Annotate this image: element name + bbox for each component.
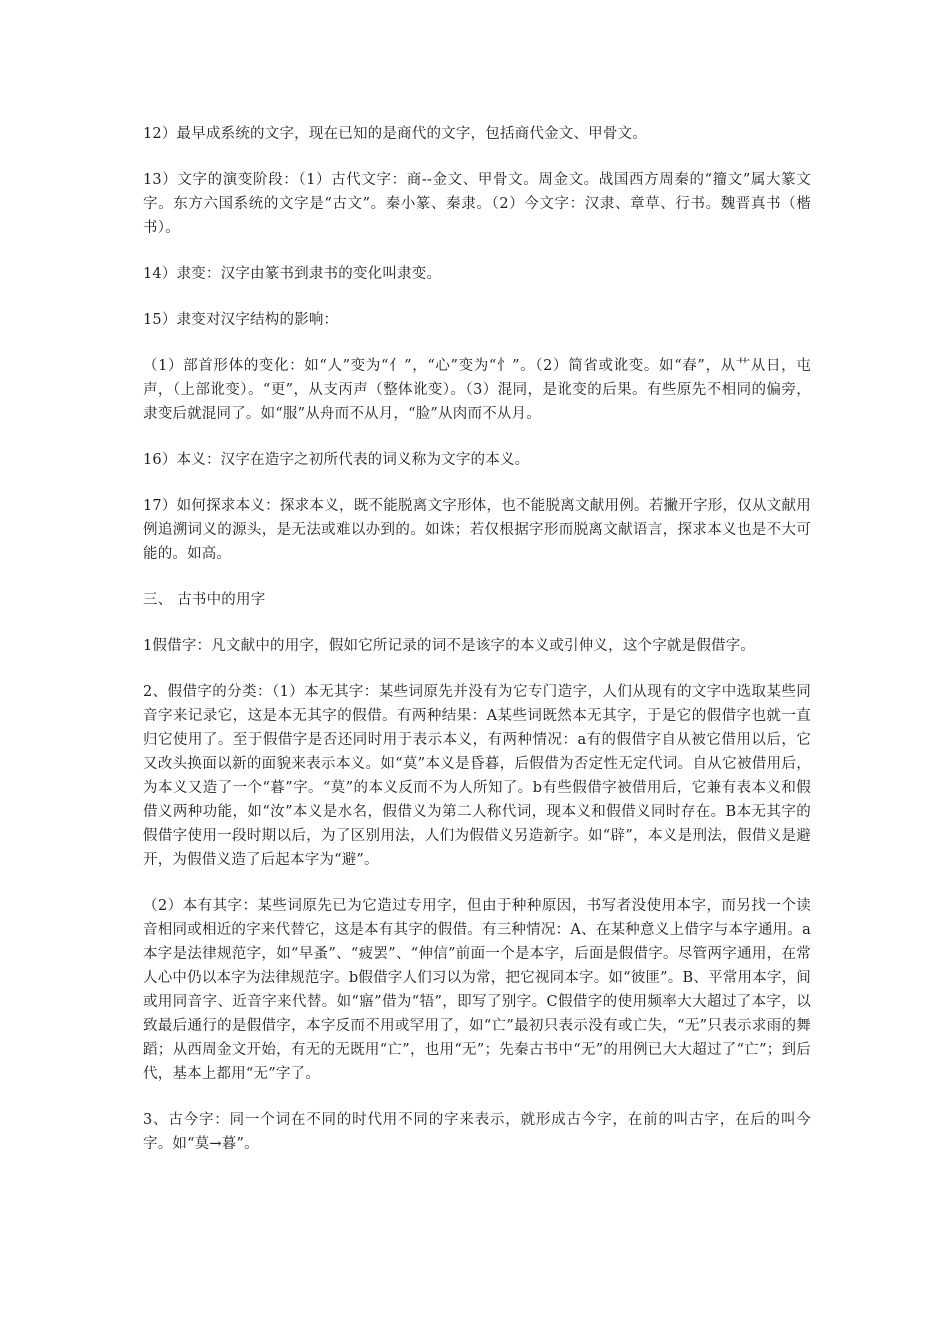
paragraph-2-loan-classification: 2、假借字的分类：（1）本无其字：某些词原先并没有为它专门造字，人们从现有的文字中选取某些同音字来记录它，这是本无其字的假借。有两种结果：A某些词既然本无其字，于是它的假借字也就一直归它使用了。至于假借字是否还同时用于表示本义，有两种情况：a有的假借字自从被它借用以后，它又改头换面以新的面貌来表示本义。如“莫”本义是昏暮，后假借为否定性无定代词。自从它被借用后，为本义又造了一个“暮”字。“莫”的本义反而不为人所知了。b有些假借字被借用后，它兼有表本义和假借义两种功能，如“汝”本义是水名，假借义为第二人称代词，现本义和假借义同时存在。B本无其字的假借字使用一段时期以后，为了区别用法，人们为假借义另造新字。如“辟”，本义是刑法，假借义是避开，为假借义造了后起本字为“避”。 [143,684,811,868]
section-heading-ancient-usage: 三、 古书中的用字 [143,592,266,608]
paragraph-2-existing-character: （2）本有其字：某些词原先已为它造过专用字，但由于种种原因，书写者没使用本字，而另找一个读音相同或相近的字来代替它，这是本有其字的假借。有三种情况：A、在某种意义上借字与本字通用。a本字是法律规范字，如“早蚤”、“疲罢”、“伸信”前面一个是本字，后面是假借字。尽管两字通用，在常人心中仍以本字为法律规范字。b假借字人们习以为常，把它视同本字。如“彼匪”。B、平常用本字，间或用同音字、近音字来代替。如“寤”借为“牾”，即写了别字。C假借字的使用频率大大超过了本字，以致最后通行的是假借字，本字反而不用或罕用了，如“亡”最初只表示没有或亡失，“无”只表示求雨的舞蹈；从西周金文开始，有无的无既用“亡”，也用“无”；先秦古书中“无”的用例已大大超过了“亡”；到后代，基本上都用“无”字了。 [143,898,811,1082]
paragraph-17-seeking-original-meaning: 17）如何探求本义：探求本义，既不能脱离文字形体，也不能脱离文献用例。若撇开字形，仅从文献用例追溯词义的源头，是无法或难以办到的。如诛；若仅根据字形而脱离文献语言，探求本义也是不大可能的。如高。 [143,498,811,562]
document-body [143,122,811,1178]
paragraph-1-loan-characters: 1假借字：凡文献中的用字，假如它所记录的词不是该字的本义或引伸义，这个字就是假借字。 [143,638,756,654]
paragraph-12-earliest-script: 12）最早成系统的文字，现在已知的是商代的文字，包括商代金文、甲骨文。 [143,126,647,142]
paragraph-14-libian: 14）隶变：汉字由篆书到隶书的变化叫隶变。 [143,266,442,282]
paragraph-13-evolution-stages: 13）文字的演变阶段：（1）古代文字：商--金文、甲骨文。周金文。战国西方周秦的“籀文”属大篆文字。东方六国系统的文字是“古文”。秦小篆、秦隶。（2）今文字：汉隶、章草、行书。魏晋真书（楷书）。 [143,172,811,236]
paragraph-15-libian-impact: 15）隶变对汉字结构的影响： [143,312,339,328]
paragraph-3-ancient-modern-characters: 3、古今字：同一个词在不同的时代用不同的字来表示，就形成古今字，在前的叫古字，在后的叫今字。如“莫→暮”。 [143,1112,811,1152]
paragraph-16-original-meaning: 16）本义：汉字在造字之初所代表的词义称为文字的本义。 [143,452,530,468]
paragraph-15-details: （1）部首形体的变化：如“人”变为“亻”，“心”变为“忄”。（2）简省或讹变。如“春”，从艹从日，屯声，（上部讹变）。“更”，从支丙声（整体讹变）。（3）混同，是讹变的后果。有些原先不相同的偏旁，隶变后就混同了。如“服”从舟而不从月，“脸”从肉而不从月。 [143,358,811,422]
